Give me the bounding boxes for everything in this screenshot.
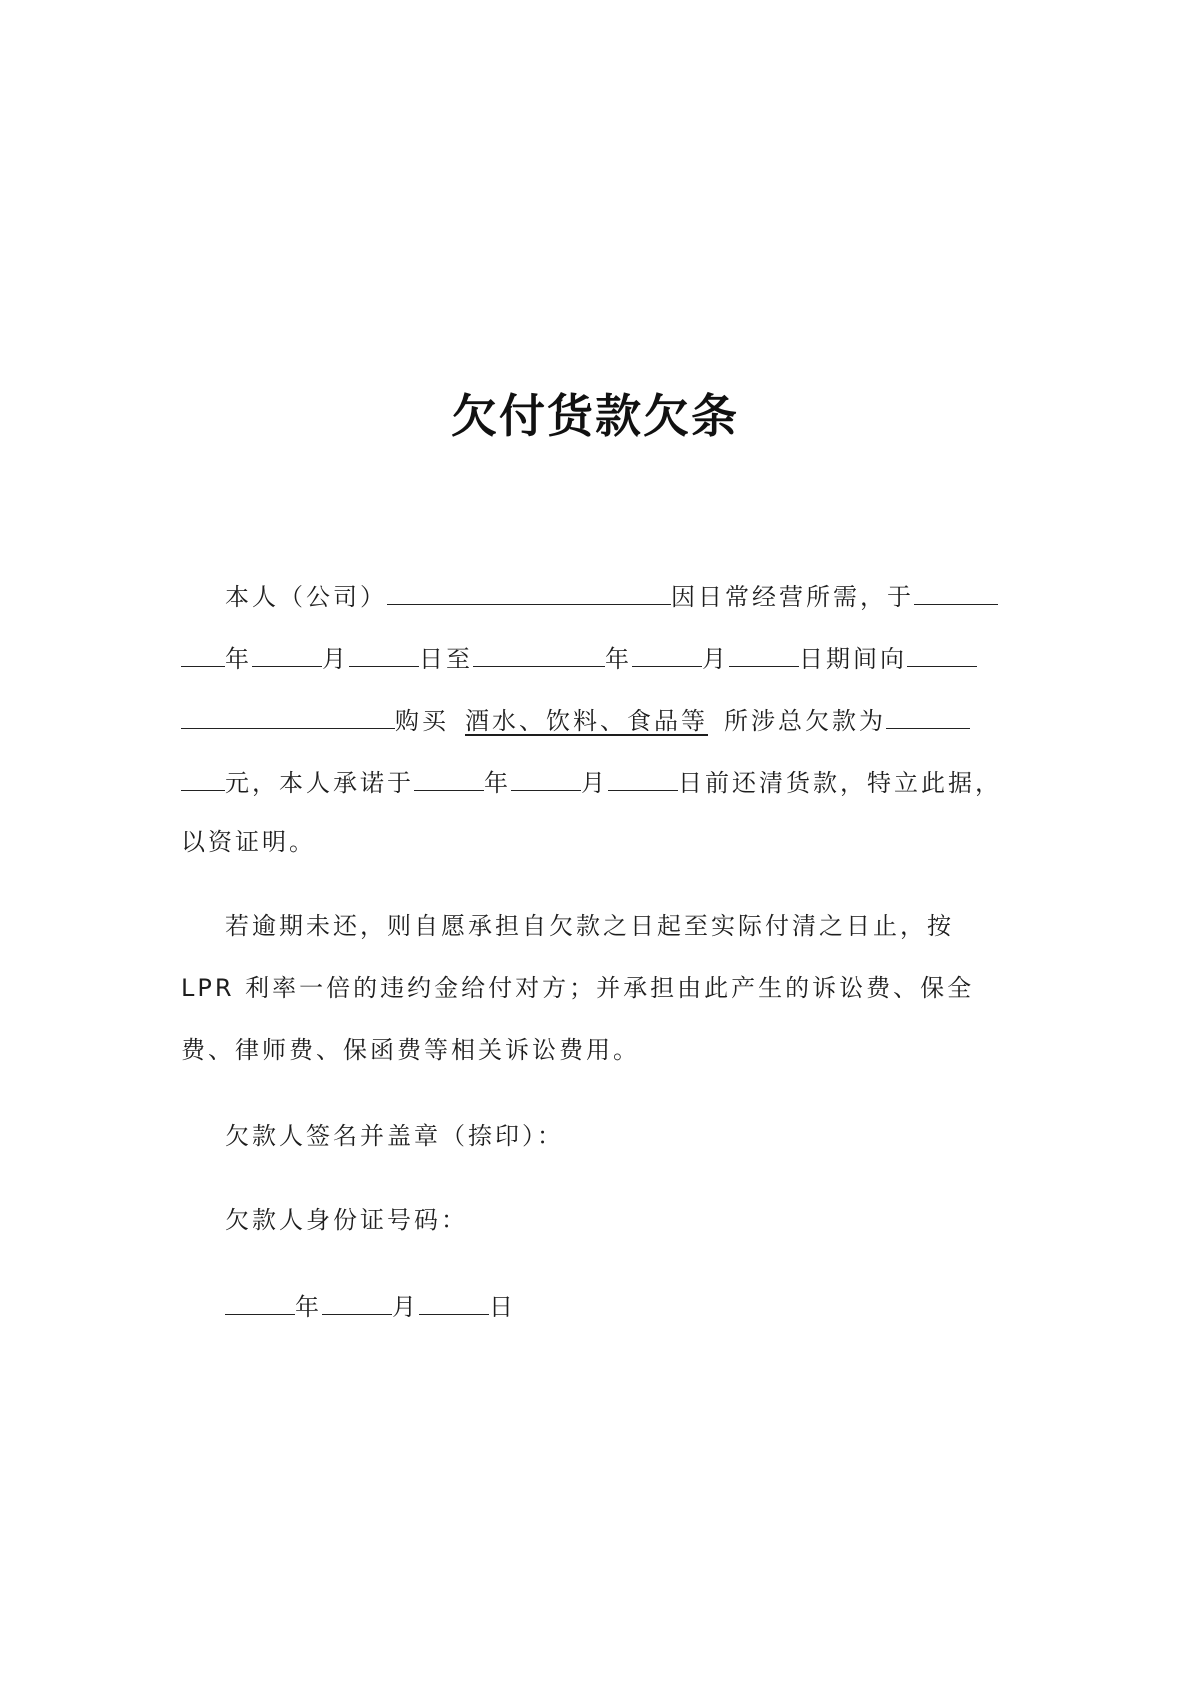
buy-label: 购买	[395, 707, 449, 735]
amount-blank-part2[interactable]	[181, 764, 225, 791]
penalty-text-line2: LPR 利率一倍的违约金给付对方；并承担由此产生的诉讼费、保全	[181, 974, 975, 1002]
creditor-blank-part1[interactable]	[907, 640, 977, 667]
day-to-label: 日至	[419, 645, 473, 673]
date-line	[181, 1288, 516, 1320]
repay-year-blank[interactable]	[414, 764, 484, 791]
paragraph2-line1	[181, 910, 954, 942]
paragraph1-line4	[181, 764, 1002, 796]
paragraph1-line3	[181, 702, 970, 734]
signature-label: 欠款人签名并盖章（捺印）：	[225, 1122, 564, 1150]
paragraph2-line3	[181, 1034, 640, 1066]
debtor-prefix-text: 本人（公司）	[225, 583, 387, 611]
paragraph1-line1	[181, 578, 998, 610]
document-title: 欠付货款欠条	[451, 389, 739, 443]
penalty-text-line1: 若逾期未还，则自愿承担自欠款之日起至实际付清之日止，按	[225, 912, 954, 940]
paragraph2-line2	[181, 972, 974, 1004]
repay-end-text: 日前还清货款，特立此据，	[678, 769, 1002, 797]
total-debt-label: 所涉总欠款为	[724, 707, 886, 735]
sign-day-blank[interactable]	[419, 1288, 489, 1315]
signature-line	[181, 1120, 564, 1152]
amount-blank-part1[interactable]	[886, 702, 970, 729]
year2-label: 年	[605, 645, 632, 673]
paragraph1-line5	[181, 826, 316, 858]
id-number-label: 欠款人身份证号码：	[225, 1206, 468, 1234]
reason-text: 因日常经营所需，于	[671, 583, 914, 611]
end-day-blank[interactable]	[729, 640, 799, 667]
sign-month-label: 月	[392, 1293, 419, 1321]
repay-month-label: 月	[581, 769, 608, 797]
start-month-blank[interactable]	[252, 640, 322, 667]
goods-filled-value: 酒水、饮料、食品等	[465, 707, 708, 735]
id-number-line	[181, 1204, 468, 1236]
repay-year-label: 年	[484, 769, 511, 797]
sign-day-label: 日	[489, 1293, 516, 1321]
sign-year-blank[interactable]	[225, 1288, 295, 1315]
proof-text: 以资证明。	[181, 828, 316, 856]
start-day-blank[interactable]	[349, 640, 419, 667]
end-year-blank[interactable]	[473, 640, 605, 667]
repay-month-blank[interactable]	[511, 764, 581, 791]
period-label: 日期间向	[799, 645, 907, 673]
end-month-blank[interactable]	[632, 640, 702, 667]
year-label: 年	[225, 645, 252, 673]
sign-month-blank[interactable]	[322, 1288, 392, 1315]
month2-label: 月	[702, 645, 729, 673]
penalty-text-line3: 费、律师费、保函费等相关诉讼费用。	[181, 1036, 640, 1064]
sign-year-label: 年	[295, 1293, 322, 1321]
creditor-blank-part2[interactable]	[181, 702, 395, 729]
paragraph1-line2	[181, 640, 977, 672]
debtor-name-blank[interactable]	[387, 578, 671, 605]
start-year-blank-part1[interactable]	[914, 578, 998, 605]
repay-day-blank[interactable]	[608, 764, 678, 791]
start-year-blank-part2[interactable]	[181, 640, 225, 667]
month-label: 月	[322, 645, 349, 673]
yuan-promise-text: 元，本人承诺于	[225, 769, 414, 797]
